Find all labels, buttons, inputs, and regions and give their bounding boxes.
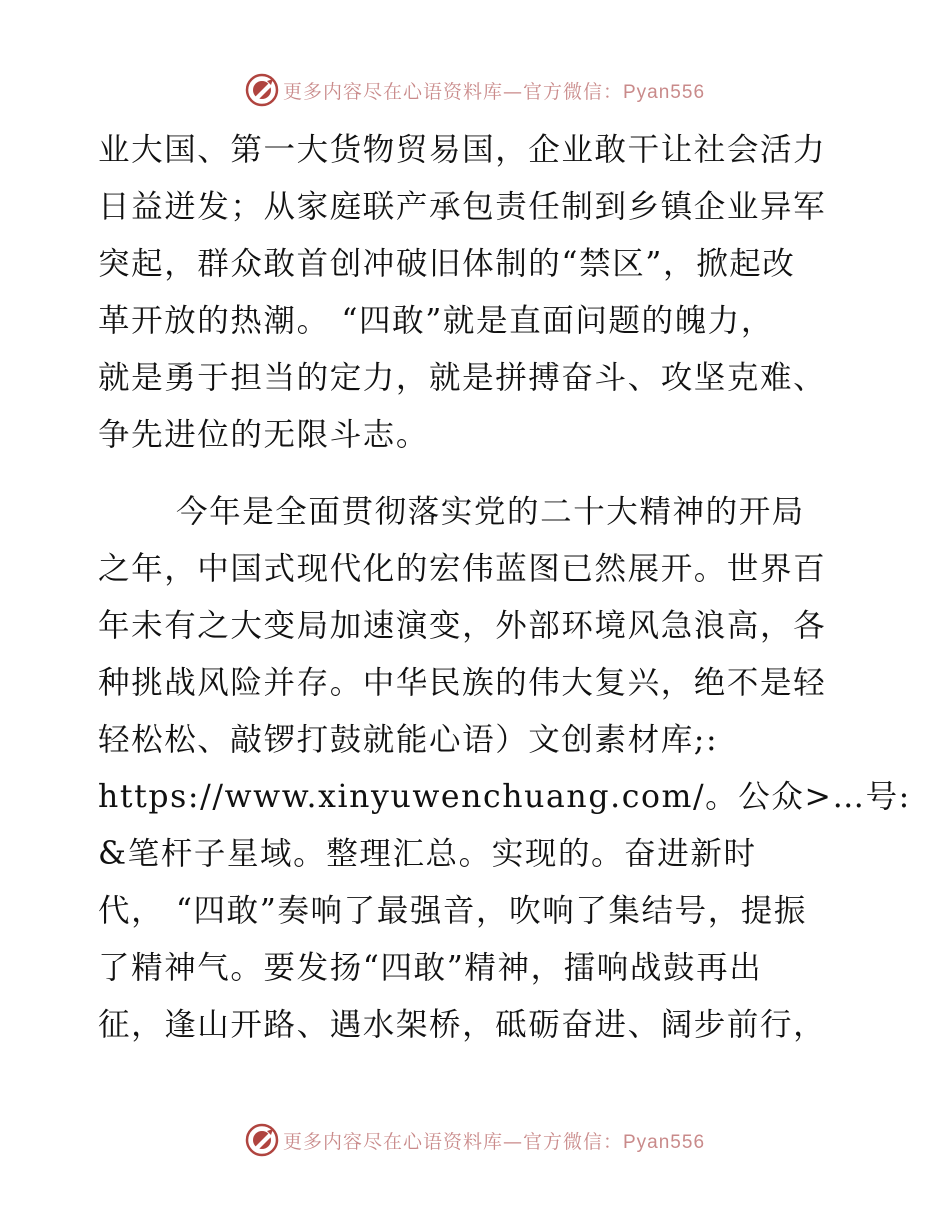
text-line: 今年是全面贯彻落实党的二十大精神的开局 <box>176 494 805 530</box>
text-line: 就是勇于担当的定力，就是拼搏奋斗、攻坚克难、 <box>98 360 827 396</box>
footer-banner <box>0 1120 950 1160</box>
document-body <box>98 122 911 1054</box>
text-line: 争先进位的无限斗志。 <box>98 417 430 453</box>
header-banner <box>0 70 950 110</box>
text-line: 年未有之大变局加速演变，外部环境风急浪高，各 <box>98 608 827 644</box>
paragraph-1 <box>98 122 858 464</box>
text-line: 轻松松、敲锣打鼓就能心语）文创素材库;: <box>98 722 719 758</box>
footer-text: 更多内容尽在心语资料库—官方微信：Pyan556 <box>282 1130 706 1153</box>
header-text: 更多内容尽在心语资料库—官方微信：Pyan556 <box>282 80 706 103</box>
text-line: 代， “四敢”奏响了最强音，吹响了集结号，提振 <box>98 893 808 929</box>
text-line: 业大国、第一大货物贸易国，企业敢干让社会活力 <box>98 132 827 168</box>
text-line: 革开放的热潮。 “四敢”就是直面问题的魄力， <box>98 303 774 339</box>
brand-logo-icon <box>245 73 279 107</box>
text-line: 突起，群众敢首创冲破旧体制的“禁区”，掀起改 <box>98 246 796 282</box>
brand-logo-icon <box>245 1123 279 1157</box>
text-line: &笔杆子星域。整理汇总。实现的。奋进新时 <box>98 836 757 872</box>
text-line: 种挑战风险并存。中华民族的伟大复兴，绝不是轻 <box>98 665 827 701</box>
paragraph-gap <box>98 464 858 484</box>
text-line: 征，逢山开路、遇水架桥，砥砺奋进、阔步前行， <box>98 1007 827 1043</box>
text-line: 之年，中国式现代化的宏伟蓝图已然展开。世界百 <box>98 551 827 587</box>
text-line: 了精神气。要发扬“四敢”精神，擂响战鼓再出 <box>98 950 763 986</box>
text-line: 日益迸发；从家庭联产承包责任制到乡镇企业异军 <box>98 189 827 225</box>
paragraph-2 <box>98 484 911 1054</box>
text-line: https://www.xinyuwenchuang.com/。公众>…号: <box>98 779 911 815</box>
